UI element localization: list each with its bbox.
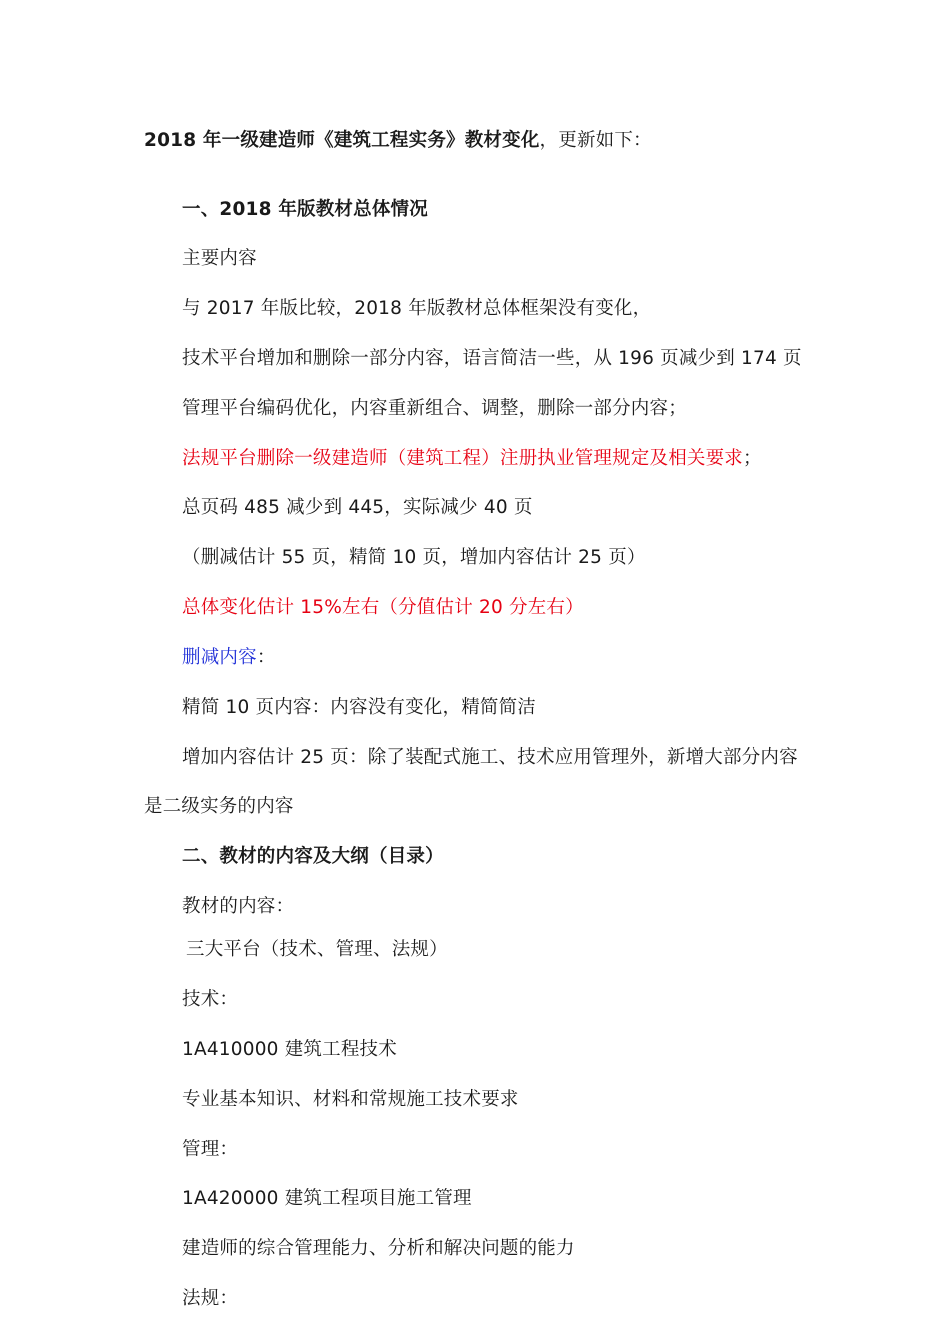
paragraph-manage-code: 1A420000 建筑工程项目施工管理: [182, 1188, 472, 1209]
paragraph-refine: 精简 10 页内容：内容没有变化，精简简洁: [182, 697, 537, 718]
paragraph-tech-desc: 专业基本知识、材料和常规施工技术要求: [182, 1089, 519, 1110]
paragraph-law-label: 法规：: [182, 1288, 239, 1309]
deleted-content-blue-text: 删减内容: [182, 647, 257, 668]
paragraph-three-platforms: 三大平台（技术、管理、法规）: [186, 939, 448, 960]
law-tail-text: ；: [743, 448, 762, 469]
section-heading-2: 二、教材的内容及大纲（目录）: [182, 846, 444, 867]
paragraph-main-content: 主要内容: [182, 248, 257, 269]
paragraph-tech: 技术平台增加和删除一部分内容，语言简洁一些，从 196 页减少到 174 页: [182, 348, 802, 369]
paragraph-compare: 与 2017 年版比较，2018 年版教材总体框架没有变化，: [182, 298, 652, 319]
paragraph-added-line-1: 增加内容估计 25 页：除了装配式施工、技术应用管理外，新增大部分内容: [182, 747, 798, 768]
deleted-content-colon: ：: [256, 647, 276, 668]
paragraph-total-pages: 总页码 485 减少到 445，实际减少 40 页: [182, 497, 533, 518]
paragraph-estimate: （删减估计 55 页，精简 10 页，增加内容估计 25 页）: [182, 547, 646, 568]
title-rest-text: ，更新如下：: [539, 130, 652, 151]
document-title: [144, 128, 652, 154]
section-heading-1: 一、2018 年版教材总体情况: [182, 199, 428, 220]
paragraph-manage: 管理平台编码优化，内容重新组合、调整，删除一部分内容；: [182, 398, 687, 419]
paragraph-content-label: 教材的内容：: [182, 896, 295, 917]
paragraph-added-line-2: 是二级实务的内容: [144, 796, 294, 817]
paragraph-manage-desc: 建造师的综合管理能力、分析和解决问题的能力: [182, 1238, 575, 1259]
paragraph-overall-change: 总体变化估计 15%左右（分值估计 20 分左右）: [182, 597, 584, 618]
paragraph-deleted-content: [182, 645, 276, 671]
paragraph-tech-label: 技术：: [182, 989, 239, 1010]
law-red-text: 法规平台删除一级建造师（建筑工程）注册执业管理规定及相关要求: [182, 448, 744, 469]
paragraph-law: [182, 446, 762, 472]
paragraph-manage-label: 管理：: [182, 1139, 239, 1160]
paragraph-tech-code: 1A410000 建筑工程技术: [182, 1039, 397, 1060]
title-bold-text: 2018 年一级建造师《建筑工程实务》教材变化: [144, 130, 540, 151]
